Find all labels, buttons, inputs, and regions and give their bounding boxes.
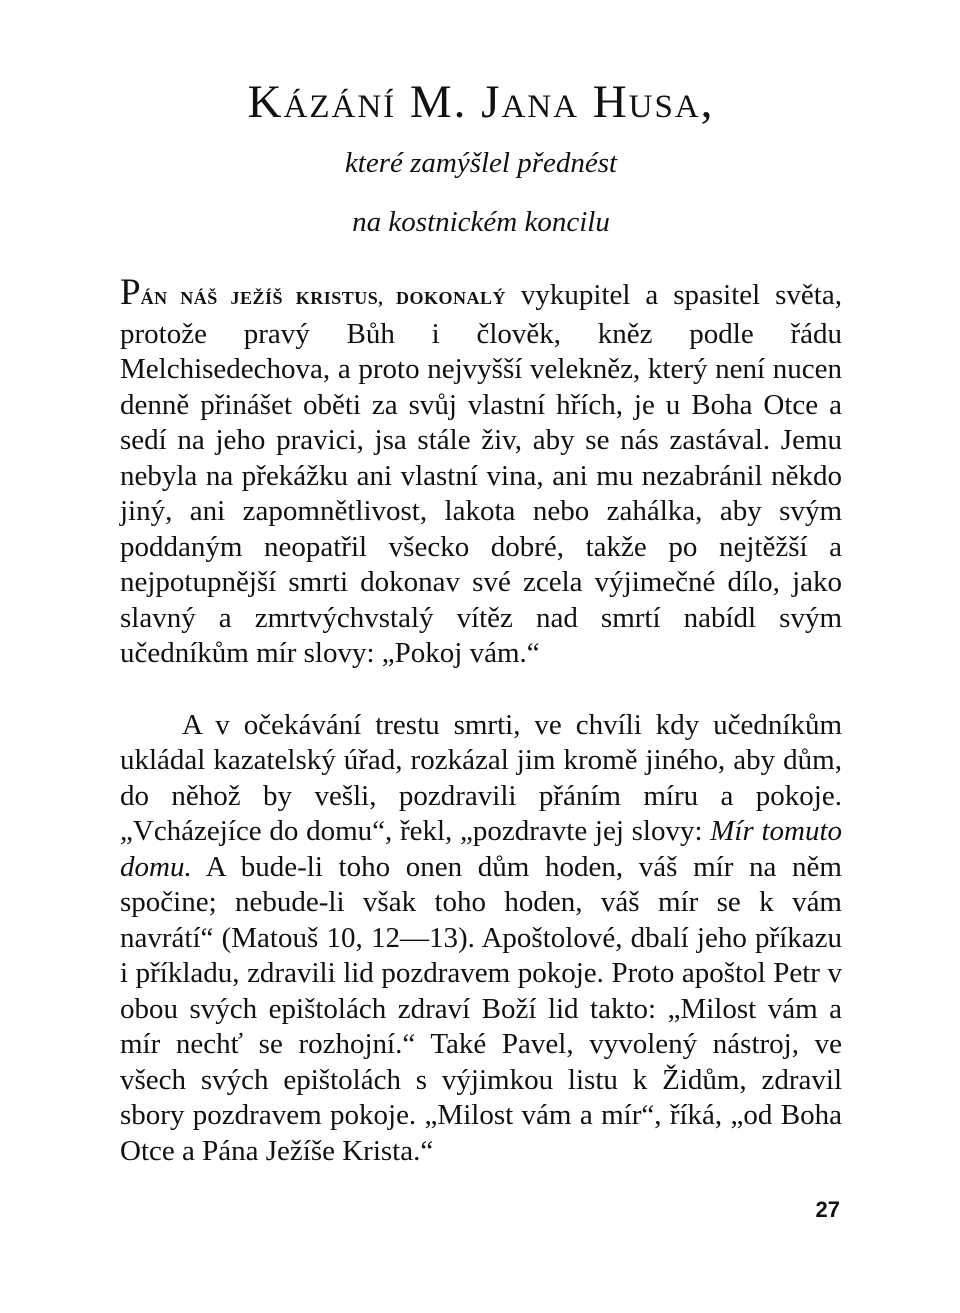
paragraph-2-text-b: A bude-li toho onen dům hoden, váš mír na něm spočine; nebude-li však toho hoden, váš mír se k vám navrátí“ (Matouš 10, 12—13). Apoštolové, dbalí jeho příkazu i příkladu, zdravili lid pozdravem pokoje. Proto apoštol Petr v obou svých epištolách zdraví Boží lid takto: „Milost vám a mír nechť se rozhojní.“ Také Pavel, vyvolený nástroj, ve všech svých epištolách s výjimkou listu k Židům, zdravil sbory pozdravem pokoje. „Milost vám a mír“, říká, „od Boha Otce a Pána Ježíše Krista.“ <box>120 850 842 1167</box>
sermon-text <box>120 274 842 1169</box>
subtitle-line-1: které zamýšlel přednést <box>344 147 618 179</box>
paragraph-1-text: vykupitel a spasitel světa, protože pravý Bůh i člověk, kněz podle řádu Melchisedechova, a proto nejvyšší velekněz, který není nucen denně přinášet oběti za svůj vlastní hřích, je u Boha Otce a sedí na jeho pravici, jsa stále živ, aby se nás zastával. Jemu nebyla na překážku ani vlastní vina, ani mu nezabránil někdo jiný, ani zapomnětlivost, lakota nebo zahálka, aby svým poddaným neopatřil všecko dobré, takže po nejtěžší a nejpotupnější smrti dokonav své zcela výjimečné dílo, jako slavný a zmrtvýchvstalý vítěz nad smrtí nabídl svým učedníkům mír slovy: „Pokoj vám.“ <box>120 279 842 669</box>
page-number: 27 <box>815 1197 840 1222</box>
paragraph-2 <box>120 708 842 1170</box>
drop-cap: P <box>120 272 141 313</box>
paragraph-2-text-a: A v očekávání trestu smrti, ve chvíli kdy učedníkům ukládal kazatelský úřad, rozkázal jim kromě jiného, aby dům, do něhož by vešli, pozdravili přáním míru a pokoje. „Vcházejíce do domu“, řekl, „pozdravte jej slovy: <box>120 708 842 847</box>
paragraph-2-italic-quote: Mír tomuto domu. <box>120 815 843 883</box>
page-title: Kázání M. Jana Husa, <box>247 76 715 128</box>
subtitle-line-2: na kostnickém koncilu <box>352 206 610 238</box>
opening-small-caps: ÁN NÁŠ JEŽÍŠ KRISTUS, DOKONALÝ <box>140 288 506 308</box>
paragraph-1 <box>120 274 842 672</box>
